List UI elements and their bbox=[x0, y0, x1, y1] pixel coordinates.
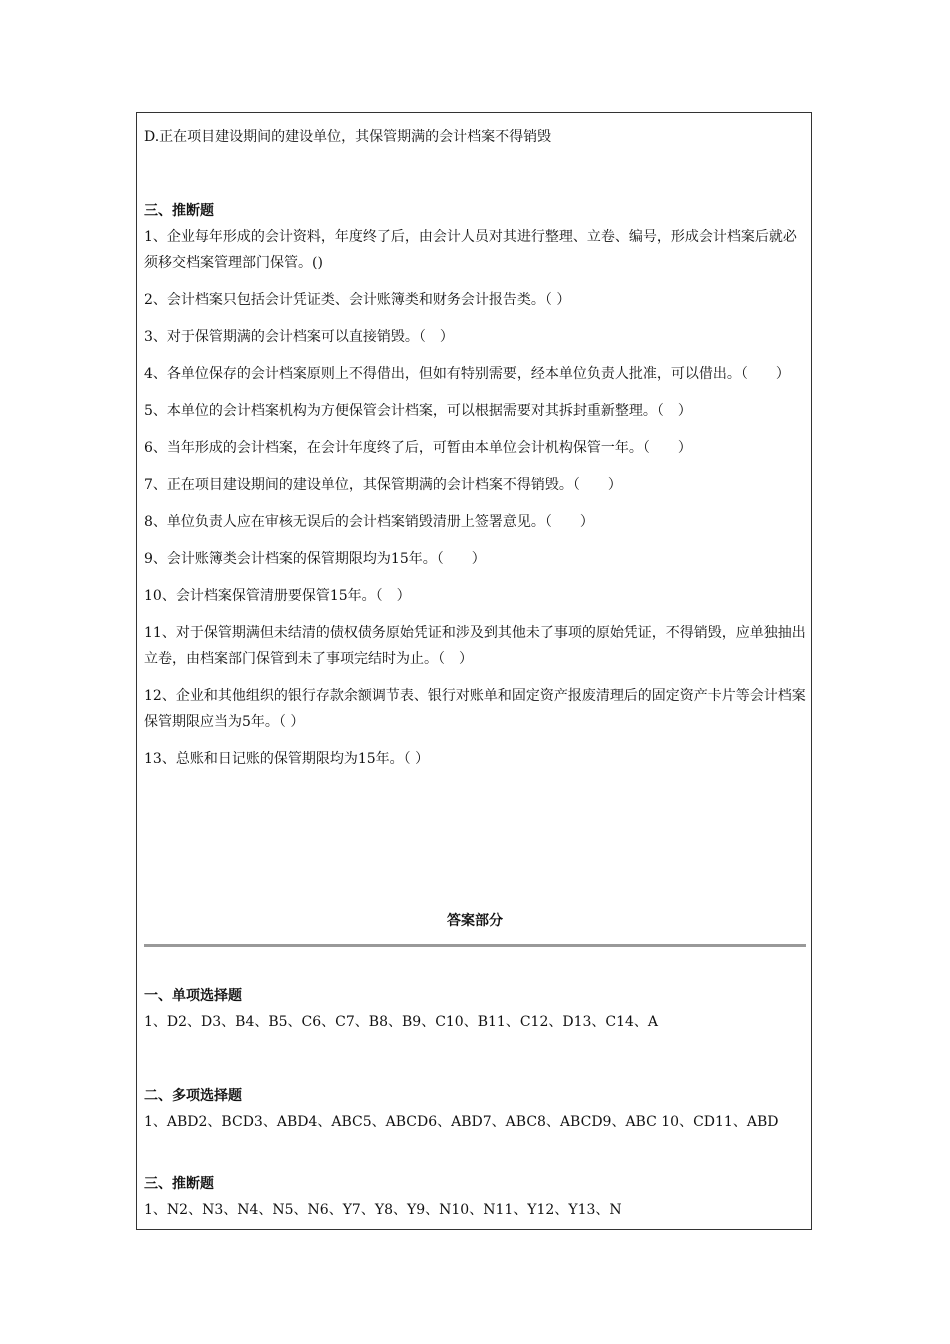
multi-choice-answers: 1、ABD2、BCD3、ABD4、ABC5、ABCD6、ABD7、ABC8、ABCD9、ABC 10、CD11、ABD bbox=[144, 1114, 779, 1130]
question-1: 1、企业每年形成的会计资料，年度终了后，由会计人员对其进行整理、立卷、编号，形成会计档案后就必须移交档案管理部门保管。() bbox=[144, 229, 797, 271]
section-judgment-heading: 三、推断题 bbox=[144, 203, 214, 219]
answers-title: 答案部分 bbox=[447, 913, 503, 929]
question-11: 11、对于保管期满但未结清的债权债务原始凭证和涉及到其他未了事项的原始凭证，不得销毁，应单独抽出立卷，由档案部门保管到未了事项完结时为止。（ ） bbox=[144, 625, 806, 667]
question-5: 5、本单位的会计档案机构为方便保管会计档案，可以根据需要对其拆封重新整理。（ ） bbox=[144, 403, 692, 419]
single-choice-answers: 1、D2、D3、B4、B5、C6、C7、B8、B9、C10、B11、C12、D13、C14、A bbox=[144, 1014, 659, 1030]
single-choice-heading: 一、单项选择题 bbox=[144, 988, 242, 1004]
question-8: 8、单位负责人应在审核无误后的会计档案销毁清册上签署意见。（ ） bbox=[144, 514, 594, 530]
answers-divider bbox=[144, 944, 806, 947]
question-10: 10、会计档案保管清册要保管15年。（ ） bbox=[144, 588, 411, 604]
judgment-answers-heading: 三、推断题 bbox=[144, 1176, 214, 1192]
question-9: 9、会计账簿类会计档案的保管期限均为15年。（ ） bbox=[144, 551, 486, 567]
multi-choice-heading: 二、多项选择题 bbox=[144, 1088, 242, 1104]
question-2: 2、会计档案只包括会计凭证类、会计账簿类和财务会计报告类。（ ） bbox=[144, 292, 571, 308]
question-12: 12、企业和其他组织的银行存款余额调节表、银行对账单和固定资产报废清理后的固定资产卡片等会计档案保管期限应当为5年。（ ） bbox=[144, 688, 806, 730]
question-content bbox=[144, 124, 808, 783]
question-4: 4、各单位保存的会计档案原则上不得借出，但如有特别需要，经本单位负责人批准，可以借出。（ ） bbox=[144, 366, 790, 382]
question-6: 6、当年形成的会计档案，在会计年度终了后，可暂由本单位会计机构保管一年。（ ） bbox=[144, 440, 692, 456]
question-7: 7、正在项目建设期间的建设单位，其保管期满的会计档案不得销毁。（ ） bbox=[144, 477, 622, 493]
judgment-answers: 1、N2、N3、N4、N5、N6、Y7、Y8、Y9、N10、N11、Y12、Y13、N bbox=[144, 1202, 622, 1218]
question-3: 3、对于保管期满的会计档案可以直接销毁。（ ） bbox=[144, 329, 454, 345]
answers-header bbox=[144, 908, 806, 947]
question-13: 13、总账和日记账的保管期限均为15年。（ ） bbox=[144, 751, 430, 767]
option-d: D.正在项目建设期间的建设单位，其保管期满的会计档案不得销毁 bbox=[144, 129, 552, 145]
answers-content bbox=[144, 983, 808, 1223]
